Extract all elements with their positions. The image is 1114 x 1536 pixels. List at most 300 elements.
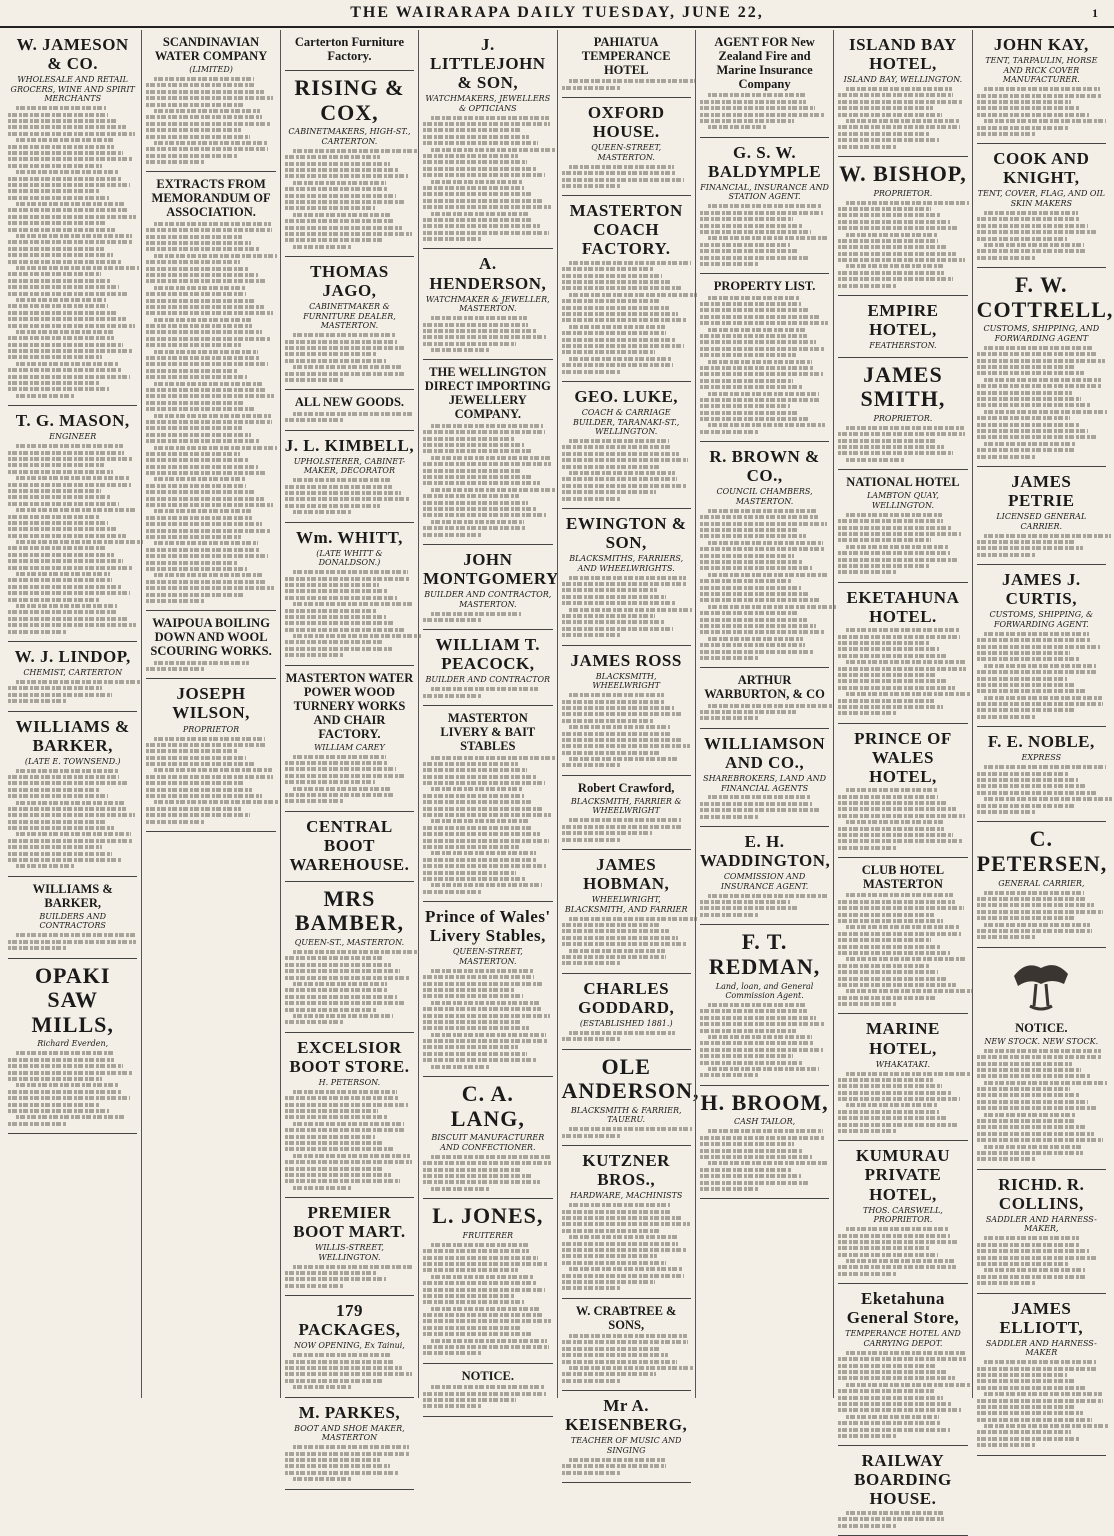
ad-subheading: BLACKSMITH, WHEELWRIGHT	[592, 671, 660, 691]
text-line	[8, 324, 135, 328]
text-line	[708, 573, 830, 577]
text-line	[569, 293, 697, 297]
advertisement	[838, 724, 967, 858]
text-line	[431, 851, 536, 855]
text-line	[700, 906, 800, 910]
masthead-title: THE WAIRARAPA DAILY TUESDAY, JUNE 22,	[350, 4, 764, 21]
text-line	[977, 683, 1077, 687]
text-line	[8, 285, 119, 289]
text-line	[708, 637, 804, 641]
text-line	[700, 230, 811, 234]
text-line	[8, 1064, 123, 1068]
text-line	[423, 1256, 538, 1260]
ad-subheading: CABINETMAKER & FURNITURE DEALER, MASTERTON.	[303, 302, 396, 331]
text-line	[285, 1179, 400, 1183]
text-line	[977, 1068, 1082, 1072]
text-line	[146, 580, 265, 584]
text-line	[977, 670, 1097, 674]
text-line	[838, 271, 944, 275]
text-line	[423, 135, 529, 139]
text-line	[846, 628, 959, 632]
text-line	[8, 502, 119, 506]
advertisement	[977, 822, 1106, 947]
text-line	[562, 955, 667, 959]
ad-body-text	[8, 769, 137, 869]
ad-heading: KUTZNER BROS.,	[582, 1151, 670, 1190]
text-line	[8, 699, 66, 703]
ad-body-text	[838, 87, 967, 149]
ad-body-text	[8, 933, 137, 950]
text-line	[8, 591, 130, 595]
ad-subheading: BOOT AND SHOE MAKER, MASTERTON	[294, 1423, 405, 1443]
advertisement	[562, 974, 691, 1050]
text-line	[423, 839, 548, 843]
text-line	[846, 660, 965, 664]
text-line	[977, 791, 1096, 795]
text-line	[838, 277, 953, 281]
text-line	[423, 1014, 550, 1018]
ad-heading: ISLAND BAY HOTEL,	[849, 35, 957, 74]
text-line	[8, 164, 102, 168]
ad-body-text	[423, 316, 552, 352]
text-line	[562, 620, 664, 624]
text-line	[838, 213, 940, 217]
ad-body-text	[838, 426, 967, 462]
text-line	[708, 1161, 830, 1165]
text-line	[16, 801, 125, 805]
ad-subheading: BLACKSMITH, FARRIER & WHEELWRIGHT	[570, 796, 682, 816]
ad-heading: C. PETERSEN,	[976, 826, 1108, 877]
text-line	[285, 232, 412, 236]
ad-heading: SCANDINAVIAN WATER COMPANY	[154, 35, 268, 63]
ad-body-text	[285, 1090, 414, 1190]
text-line	[146, 369, 238, 373]
ad-heading: Prince of Wales' Livery Stables,	[424, 907, 551, 946]
text-line	[8, 946, 66, 950]
text-line	[977, 384, 1102, 388]
advertisement	[700, 138, 829, 275]
text-line	[700, 224, 802, 228]
text-line	[423, 533, 481, 537]
text-line	[569, 818, 680, 822]
text-line	[846, 820, 943, 824]
text-line	[562, 614, 655, 618]
text-line	[285, 799, 343, 803]
text-line	[984, 923, 1090, 927]
text-line	[423, 160, 527, 164]
text-line	[423, 1332, 530, 1336]
text-line	[16, 933, 135, 937]
text-line	[838, 551, 949, 555]
ad-subheading: WATCHMAKER & JEWELLER, MASTERTON.	[425, 294, 550, 314]
text-line	[700, 404, 791, 408]
text-line	[562, 1353, 668, 1357]
text-line	[285, 1020, 343, 1024]
text-line	[700, 1016, 816, 1020]
text-line	[984, 442, 1075, 446]
text-line	[293, 478, 391, 482]
text-line	[285, 761, 387, 765]
text-line	[16, 604, 117, 608]
ad-body-text	[700, 1129, 829, 1191]
text-line	[700, 1142, 794, 1146]
page-number: 1	[1092, 6, 1098, 20]
text-line	[700, 100, 806, 104]
text-line	[700, 656, 758, 660]
text-line	[285, 1128, 405, 1132]
text-line	[838, 1116, 948, 1120]
text-line	[838, 654, 948, 658]
text-line	[984, 346, 1094, 350]
text-line	[285, 194, 396, 198]
text-line	[285, 1008, 377, 1012]
text-line	[562, 338, 676, 342]
text-line	[977, 416, 1070, 420]
text-line	[423, 1249, 529, 1253]
text-line	[562, 1254, 658, 1258]
text-line	[838, 1253, 938, 1257]
text-line	[146, 667, 204, 671]
text-line	[562, 712, 684, 716]
text-line	[838, 220, 949, 224]
ad-body-text	[700, 1003, 829, 1077]
text-line	[8, 598, 100, 602]
text-line	[8, 151, 123, 155]
text-line	[423, 794, 524, 798]
text-line	[984, 119, 1106, 123]
text-line	[569, 1334, 687, 1338]
text-line	[431, 819, 529, 823]
text-line	[8, 813, 135, 817]
ad-heading: JAMES HOBMAN,	[583, 854, 670, 894]
text-line	[569, 439, 669, 443]
text-line	[16, 170, 120, 174]
text-line	[977, 1087, 1070, 1091]
text-line	[984, 534, 1111, 538]
text-line	[285, 226, 403, 230]
text-line	[146, 561, 238, 565]
ad-heading: Robert Crawford,	[577, 780, 675, 795]
text-line	[8, 630, 66, 634]
text-line	[16, 298, 107, 302]
text-line	[838, 1517, 944, 1521]
text-line	[423, 513, 546, 517]
text-line	[700, 643, 805, 647]
text-line	[423, 694, 481, 698]
text-line	[562, 1261, 667, 1265]
ad-subheading: TEACHER OF MUSIC AND SINGING	[570, 1436, 682, 1455]
text-line	[146, 535, 240, 539]
saddle-illustration	[1006, 954, 1076, 1014]
advertisement	[838, 1446, 967, 1536]
text-line	[293, 181, 386, 185]
text-line	[423, 192, 533, 196]
advertisement	[700, 30, 829, 138]
advertisement	[8, 712, 137, 877]
ad-body-text	[285, 149, 414, 249]
text-line	[838, 1129, 896, 1133]
ad-subheading: QUEEN-STREET, MASTERTON.	[452, 947, 523, 966]
ad-heading: J. LITTLEJOHN & SON,	[430, 35, 546, 93]
ad-heading: CHARLES GODDARD,	[578, 978, 675, 1017]
text-line	[423, 1326, 521, 1330]
text-line	[431, 180, 523, 184]
text-line	[16, 394, 74, 398]
ad-heading: F. W. COTTRELL,	[976, 272, 1114, 322]
ad-subheading: ENGINEER	[49, 432, 97, 442]
text-line	[285, 219, 394, 223]
ad-body-text	[423, 969, 552, 1069]
text-line	[154, 286, 245, 290]
advertisement	[562, 1299, 691, 1392]
text-line	[838, 945, 940, 949]
text-line	[838, 1240, 958, 1244]
text-line	[285, 346, 407, 350]
text-line	[423, 462, 551, 466]
text-line	[285, 583, 379, 587]
text-line	[846, 1351, 965, 1355]
text-line	[562, 1347, 659, 1351]
text-line	[838, 519, 943, 523]
text-line	[8, 125, 126, 129]
ad-heading: PRINCE OF WALES HOTEL,	[854, 728, 952, 786]
ad-body-text	[423, 1385, 552, 1408]
text-line	[146, 749, 237, 753]
text-line	[977, 256, 1035, 260]
text-line	[846, 925, 960, 929]
text-line	[562, 627, 673, 631]
ad-heading: JAMES ELLIOTT,	[999, 1298, 1084, 1337]
advertisement	[423, 1077, 552, 1199]
text-line	[16, 138, 113, 142]
text-line	[431, 1243, 528, 1247]
text-line	[16, 864, 74, 868]
ad-body-text	[838, 788, 967, 850]
text-line	[8, 221, 106, 225]
text-line	[423, 437, 515, 441]
text-line	[700, 430, 758, 434]
text-line	[8, 559, 123, 563]
advertisement	[700, 442, 829, 668]
advertisement	[700, 274, 829, 442]
text-line	[846, 1383, 971, 1387]
text-line	[700, 566, 813, 570]
ad-body-text	[977, 765, 1106, 814]
ad-subheading: COUNCIL CHAMBERS, MASTERTON.	[716, 487, 813, 506]
text-line	[423, 845, 519, 849]
advertisement	[285, 1198, 414, 1296]
text-line	[154, 800, 278, 804]
ad-heading: JAMES PETRIE	[1008, 471, 1075, 510]
text-line	[285, 352, 377, 356]
text-line	[423, 443, 524, 447]
text-line	[700, 618, 807, 622]
text-line	[977, 100, 1071, 104]
text-line	[838, 432, 965, 436]
text-line	[431, 1339, 547, 1343]
text-line	[846, 1259, 955, 1263]
text-line	[838, 906, 963, 910]
text-line	[562, 274, 663, 278]
text-line	[700, 1136, 824, 1140]
text-line	[700, 1174, 801, 1178]
ad-body-text	[838, 1511, 967, 1528]
text-line	[146, 394, 274, 398]
text-line	[8, 208, 127, 212]
saddle-stirrups	[1030, 984, 1052, 1009]
text-line	[423, 128, 520, 132]
ad-heading: MASTERTON LIVERY & BAIT STABLES	[440, 711, 536, 754]
text-line	[708, 296, 800, 300]
text-line	[16, 1115, 126, 1119]
text-line	[146, 311, 273, 315]
ad-heading: JOHN MONTGOMERY	[423, 549, 559, 588]
advertisement	[423, 249, 552, 360]
text-line	[708, 392, 819, 396]
advertisement	[838, 858, 967, 1014]
text-line	[846, 87, 952, 91]
text-line	[984, 797, 1112, 801]
text-line	[984, 1081, 1107, 1085]
text-line	[838, 679, 945, 683]
text-line	[977, 1256, 1099, 1260]
text-line	[700, 353, 796, 357]
text-line	[838, 125, 960, 129]
text-line	[146, 228, 271, 232]
ad-body-text	[285, 412, 414, 422]
ad-heading: OLE ANDERSON,	[561, 1053, 700, 1104]
text-line	[146, 135, 250, 139]
text-line	[146, 247, 260, 251]
text-line	[708, 605, 836, 609]
text-line	[293, 1014, 394, 1018]
text-line	[977, 638, 1091, 642]
text-line	[285, 206, 376, 210]
text-line	[562, 942, 687, 946]
text-line	[285, 774, 405, 778]
ad-subheading: ISLAND BAY, WELLINGTON.	[843, 75, 963, 85]
text-line	[8, 566, 132, 570]
text-line	[846, 1511, 943, 1515]
text-line	[285, 976, 409, 980]
text-line	[700, 417, 809, 421]
text-line	[700, 534, 806, 538]
text-line	[700, 547, 824, 551]
text-line	[285, 1458, 381, 1462]
text-line	[984, 696, 1102, 700]
text-line	[838, 827, 944, 831]
text-line	[838, 641, 930, 645]
ad-body-text	[562, 439, 691, 501]
text-line	[8, 858, 121, 862]
ad-heading: MRS BAMBER,	[294, 885, 404, 936]
text-line	[977, 1367, 1097, 1371]
text-line	[431, 883, 542, 887]
text-line	[700, 650, 814, 654]
text-line	[562, 1372, 656, 1376]
text-line	[569, 1235, 676, 1239]
text-line	[708, 1035, 813, 1039]
advertisement	[976, 268, 1114, 467]
text-line	[708, 894, 828, 898]
text-line	[146, 337, 270, 341]
text-line	[285, 1160, 412, 1164]
text-line	[16, 444, 123, 448]
advertisement	[562, 1391, 691, 1483]
advertisement	[285, 390, 414, 430]
text-line	[838, 1524, 896, 1528]
ad-heading: WILLIAMSON AND CO.,	[703, 733, 826, 772]
text-line	[569, 1458, 665, 1462]
text-line	[846, 957, 966, 961]
text-line	[293, 365, 403, 369]
text-line	[562, 306, 669, 310]
text-line	[8, 177, 121, 181]
text-line	[146, 115, 261, 119]
text-line	[977, 1157, 1035, 1161]
text-line	[838, 1265, 956, 1269]
text-line	[977, 1249, 1090, 1253]
text-line	[285, 174, 408, 178]
text-line	[838, 138, 939, 142]
text-line	[423, 494, 519, 498]
text-line	[285, 995, 398, 999]
text-line	[562, 961, 620, 965]
ad-body-text	[838, 628, 967, 715]
text-line	[700, 802, 813, 806]
text-line	[146, 324, 252, 328]
ad-subheading: TEMPERANCE HOTEL AND CARRYING DEPOT.	[845, 1329, 961, 1348]
ad-heading: WAIPOUA BOILING DOWN AND WOOL SCOURING WORKS.	[150, 616, 272, 659]
ad-subheading: PROPRIETOR	[182, 724, 240, 734]
text-line	[8, 189, 100, 193]
advertisement	[838, 30, 967, 157]
ad-subheading: TENT, COVER, FLAG, AND OIL SKIN MAKERS	[977, 189, 1105, 208]
text-line	[285, 1135, 376, 1139]
text-line	[146, 794, 261, 798]
text-line	[838, 801, 947, 805]
text-line	[562, 732, 672, 736]
advertisement	[423, 545, 559, 630]
text-line	[8, 196, 109, 200]
text-line	[423, 975, 534, 979]
ad-heading: RAILWAY BOARDING HOUSE.	[854, 1451, 952, 1509]
text-line	[154, 446, 277, 450]
text-line	[431, 1001, 540, 1005]
text-line	[977, 435, 1097, 439]
ad-body-text	[8, 1051, 137, 1125]
text-line	[423, 1045, 517, 1049]
ad-body-text	[700, 296, 829, 434]
text-line	[423, 1262, 547, 1266]
text-line	[700, 815, 758, 819]
ad-heading: JAMES ROSS	[570, 650, 682, 670]
text-line	[838, 1002, 896, 1006]
text-line	[423, 832, 539, 836]
text-line	[562, 751, 660, 755]
text-line	[562, 344, 685, 348]
text-line	[431, 1033, 546, 1037]
text-line	[562, 1222, 690, 1226]
ad-heading: NATIONAL HOTEL	[846, 475, 960, 490]
ad-heading: W. CRABTREE & SONS,	[575, 1303, 677, 1332]
text-line	[285, 1379, 382, 1383]
advertisement	[285, 257, 414, 390]
text-line	[700, 900, 791, 904]
text-line	[977, 403, 1091, 407]
ad-heading: EXCELSIOR BOOT STORE.	[289, 1037, 410, 1076]
text-line	[423, 1300, 524, 1304]
